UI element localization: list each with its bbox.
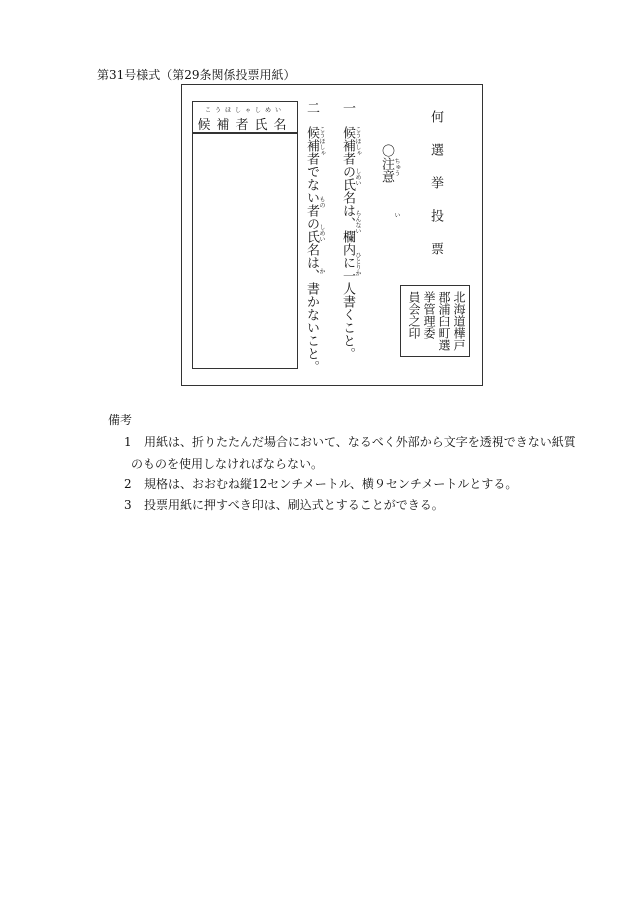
form-title: 第31号様式（第29条関係投票用紙） xyxy=(97,68,296,82)
instruction-1-ruby-3: らんない xyxy=(354,210,361,234)
remark-text: 用紙は、折りたたんだ場合において、なるべく外部から文字を透視できない紙質 xyxy=(144,435,576,449)
remark-item xyxy=(124,433,576,450)
remark-text: 投票用紙に押すべき印は、刷込式とすることができる。 xyxy=(144,498,444,512)
instruction-1-ruby-2: しめい xyxy=(354,168,361,186)
notice-ruby-1: ちゅう xyxy=(393,158,400,176)
remark-item xyxy=(124,496,444,513)
instruction-1-number: 一 xyxy=(340,101,355,114)
candidate-name-header-ruby: こうほしゃしめい xyxy=(204,107,285,114)
instruction-2-ruby-1: こうほしゃ xyxy=(318,126,325,156)
remarks-title: 備考 xyxy=(108,413,133,427)
remark-number: 2 xyxy=(124,477,132,491)
instruction-2-ruby-3: しめい xyxy=(318,224,325,242)
seal-line-3: 挙管理委 xyxy=(422,291,436,339)
seal-line-4: 員会之印 xyxy=(407,291,421,339)
ballot-title: 何選挙投票 xyxy=(428,110,443,275)
instruction-1-ruby-1: こうほしゃ xyxy=(354,126,361,156)
seal-line-1: 北海道樺戸 xyxy=(452,291,466,351)
candidate-name-field[interactable] xyxy=(192,133,298,369)
candidate-name-header xyxy=(192,101,298,133)
remark-item xyxy=(124,475,517,492)
instruction-1-text: 候補者の氏名は、欄内に一人書くこと。 xyxy=(340,126,355,360)
candidate-name-header-text: 候補者氏名 xyxy=(197,118,293,133)
instruction-2-text: 候補者でない者の氏名は、書かないこと。 xyxy=(304,126,319,373)
remark-text: 規格は、おおむね縦12センチメートル、横９センチメートルとする。 xyxy=(144,477,518,491)
notice-label: 〇注意 xyxy=(379,144,394,183)
instruction-2-number: 二 xyxy=(304,101,319,114)
remark-continuation: のものを使用しなければならない。 xyxy=(131,457,324,471)
instruction-1-ruby-4: ひとりか xyxy=(354,252,361,276)
remark-number: 1 xyxy=(124,435,132,449)
remark-number: 3 xyxy=(124,498,132,512)
election-committee-seal xyxy=(400,285,470,357)
instruction-2-ruby-4: か xyxy=(318,268,325,274)
seal-line-2: 郡浦臼町選 xyxy=(437,291,451,351)
notice-ruby-2: い xyxy=(393,212,400,218)
instruction-2-ruby-2: もの xyxy=(318,196,325,208)
